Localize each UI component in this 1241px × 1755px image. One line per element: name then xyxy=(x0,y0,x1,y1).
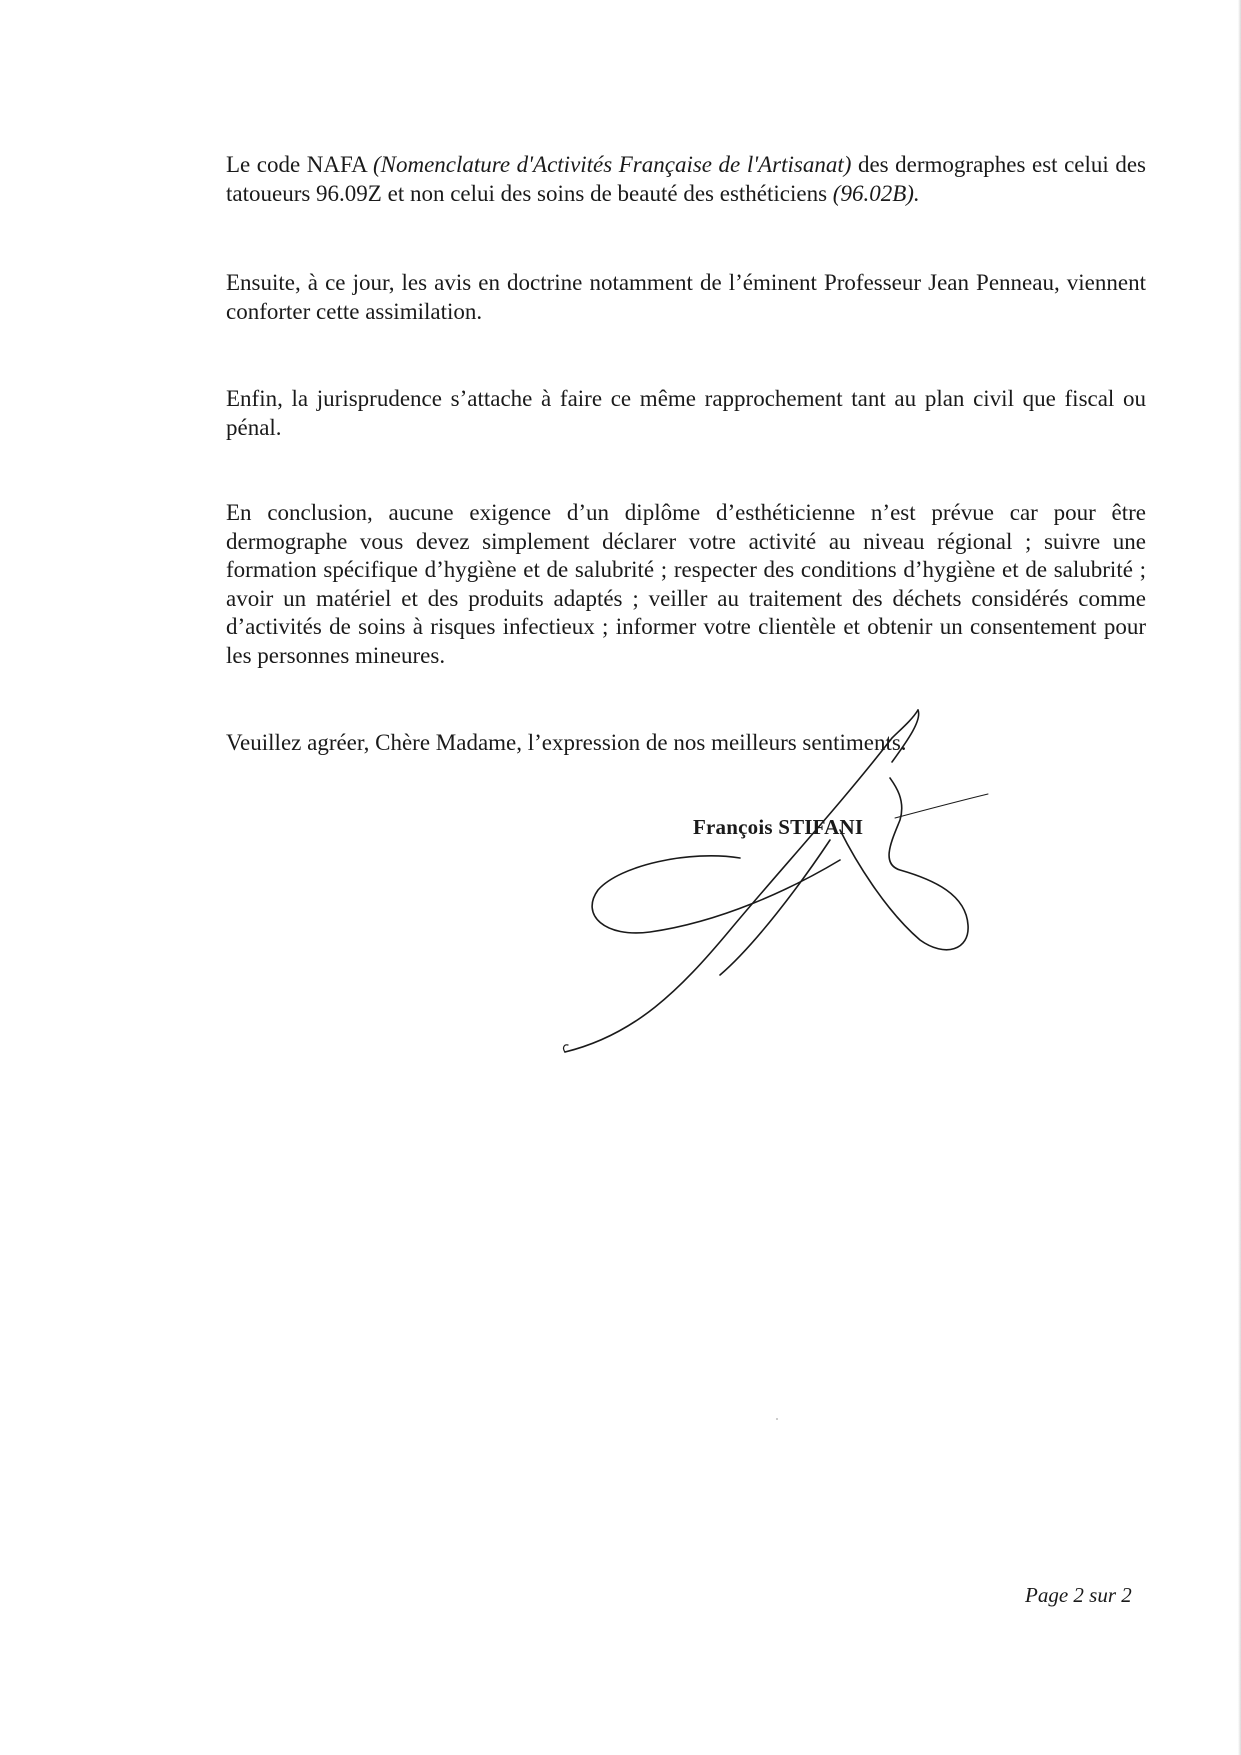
paragraph-jurisprudence: Enfin, la jurisprudence s’attache à faire ce même rapprochement tant au plan civil que fiscal ou pénal. xyxy=(226,386,1146,440)
paragraph-nafa-code xyxy=(226,151,1146,208)
handwritten-signature xyxy=(540,700,1000,1060)
paragraph-closing: Veuillez agréer, Chère Madame, l’expression de nos meilleurs sentiments. xyxy=(226,730,907,755)
paragraph-conclusion: En conclusion, aucune exigence d’un diplôme d’esthéticienne n’est prévue car pour être dermographe vous devez simplement déclarer votre activité au niveau régional ; suivre une formation spécifique d’hygiène et de salubrité ; respecter des conditions d’hygiène et de salubrité ; avoir un matériel et des produits adaptés ; veiller au traitement des déchets considérés comme d’activités de soins à risques infectieux ; informer votre clientèle et obtenir un consentement pour les personnes mineures. xyxy=(226,500,1146,668)
signer-name: François STIFANI xyxy=(693,815,864,839)
scan-speck xyxy=(776,1418,778,1420)
paragraph-nafa-text-a: Le code NAFA xyxy=(226,152,373,177)
paragraph-nafa-italic-code: (96.02B). xyxy=(832,180,920,206)
page-number: Page 2 sur 2 xyxy=(1025,1583,1132,1607)
paragraph-doctrine: Ensuite, à ce jour, les avis en doctrine notamment de l’éminent Professeur Jean Penneau, viennent conforter cette assimilation. xyxy=(226,270,1146,324)
paragraph-nafa-text-c: des dermographes est celui des tatoueurs 96.09Z et non celui des soins de beauté des esthéticiens xyxy=(226,152,1146,206)
paragraph-nafa-italic-nomenclature: (Nomenclature d'Activités Française de l'Artisanat) xyxy=(372,152,852,177)
